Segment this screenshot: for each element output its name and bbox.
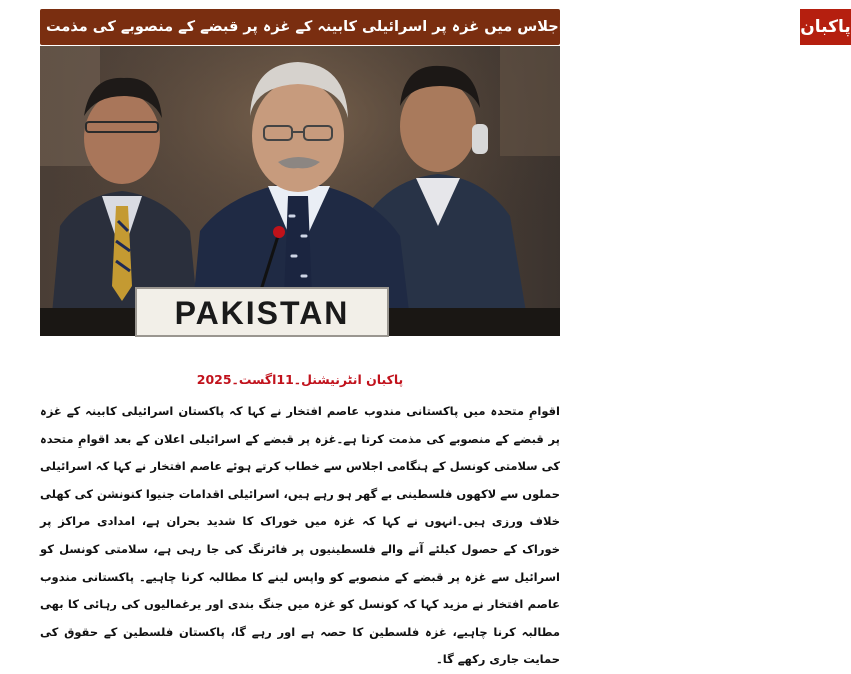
news-photo [40,46,560,336]
headline-banner [40,9,851,45]
pakistan-nameplate [136,288,388,336]
article-paragraph: اقوامِ متحدہ میں پاکستانی مندوب عاصم افتخار نے کہا کہ پاکستان اسرائیلی کابینہ کے غزہ پر قبضے کے منصوبے کی مذمت کرتا ہے۔غزہ پر قبضے کے اسرائیلی اعلان کے بعد اقوامِ متحدہ کی سلامتی کونسل کے ہنگامی اجلاس سے خطاب کرتے ہوئے عاصم افتخار نے کہا کہ اسرائیلی حملوں سے لاکھوں فلسطینی بے گھر ہو رہے ہیں، اسرائیلی اقدامات جنیوا کنونشن کی کھلی خلاف ورزی ہیں۔انہوں نے کہا کہ غزہ میں خوراک کا شدید بحران ہے، امدادی مراکز پر خوراک کے حصول کیلئے آنے والے فلسطینیوں پر فائرنگ کی جا رہی ہے، سلامتی کونسل کو اسرائیل سے غزہ پر قبضے کے منصوبے کو واپس لینے کا مطالبہ کرنا چاہیے۔ پاکستانی مندوب عاصم افتخار نے مزید کہا کہ کونسل کو غزہ میں جنگ بندی اور یرغمالیوں کی رہائی کا بھی مطالبہ کرنا چاہیے، غزہ فلسطین کا حصہ ہے اور رہے گا، پاکستان فلسطین کے حقوق کی حمایت جاری رکھے گا۔ [40,404,560,667]
article-dateline: پاکبان انٹرنیشنل۔11اگست۔2025 [196,372,404,387]
headline-text: پاکستان کی سلامتی کونسل کے اجلاس میں غزہ پر اسرائیلی کابینہ کے غزہ پر قبضے کے منصوبے کی مذمت [46,19,793,35]
brand-logo: پاکبان [798,9,851,45]
article-body [40,398,560,674]
un-council-photo [40,46,560,336]
nameplate-label: PAKISTAN [174,295,350,331]
